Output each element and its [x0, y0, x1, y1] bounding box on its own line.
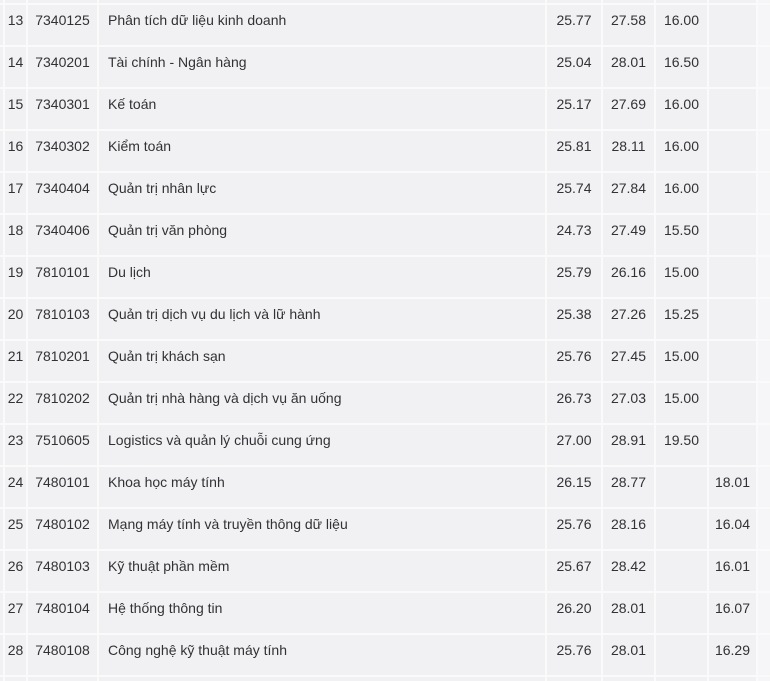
score-col2-cell: 28.42 — [603, 551, 654, 591]
clipped-left-cell — [0, 677, 3, 681]
row-number-cell: 17 — [5, 173, 26, 213]
table-row — [0, 47, 770, 87]
clipped-left-cell — [0, 173, 3, 213]
score-col1-cell: 25.76 — [547, 341, 601, 381]
major-code-cell: 7340406 — [28, 215, 97, 255]
major-name-cell — [99, 677, 545, 681]
table-row — [0, 383, 770, 423]
score-col1-cell: 26.15 — [547, 467, 601, 507]
score-col1-cell: 26.73 — [547, 383, 601, 423]
major-name-cell — [99, 0, 545, 3]
score-col2-cell — [603, 0, 654, 3]
score-col3-cell: 15.50 — [656, 215, 707, 255]
score-col2-cell: 27.26 — [603, 299, 654, 339]
major-name-cell: Hệ thống thông tin — [99, 593, 545, 633]
clipped-left-cell — [0, 131, 3, 171]
clipped-right-cell — [758, 299, 770, 339]
major-name-cell: Phân tích dữ liệu kinh doanh — [99, 5, 545, 45]
major-code-cell: 7810103 — [28, 299, 97, 339]
row-number-cell — [5, 0, 26, 3]
clipped-left-cell — [0, 0, 3, 3]
major-name-cell: Quản trị văn phòng — [99, 215, 545, 255]
major-code-cell: 7810101 — [28, 257, 97, 297]
major-name-cell: Kế toán — [99, 89, 545, 129]
score-col2-cell: 27.84 — [603, 173, 654, 213]
row-number-cell: 20 — [5, 299, 26, 339]
clipped-left-cell — [0, 257, 3, 297]
table-row — [0, 635, 770, 675]
row-number-cell: 13 — [5, 5, 26, 45]
clipped-right-cell — [758, 593, 770, 633]
score-col2-cell: 28.91 — [603, 425, 654, 465]
clipped-left-cell — [0, 467, 3, 507]
clipped-right-cell — [758, 47, 770, 87]
score-col3-cell: 16.00 — [656, 5, 707, 45]
major-name-cell: Tài chính - Ngân hàng — [99, 47, 545, 87]
score-col2-cell: 27.45 — [603, 341, 654, 381]
clipped-left-cell — [0, 47, 3, 87]
score-col4-cell — [709, 383, 756, 423]
table-row — [0, 89, 770, 129]
score-col2-cell: 28.01 — [603, 635, 654, 675]
score-col4-cell — [709, 425, 756, 465]
table-row-partial-top — [0, 0, 770, 3]
major-code-cell — [28, 0, 97, 3]
score-col4-cell — [709, 341, 756, 381]
major-name-cell: Du lịch — [99, 257, 545, 297]
score-col3-cell: 19.50 — [656, 425, 707, 465]
score-col4-cell — [709, 47, 756, 87]
score-col3-cell: 15.25 — [656, 299, 707, 339]
major-name-cell: Mạng máy tính và truyền thông dữ liệu — [99, 509, 545, 549]
score-col4-cell: 18.01 — [709, 467, 756, 507]
major-code-cell: 7480102 — [28, 509, 97, 549]
major-name-cell: Quản trị nhà hàng và dịch vụ ăn uống — [99, 383, 545, 423]
clipped-left-cell — [0, 551, 3, 591]
table-row — [0, 509, 770, 549]
score-col4-cell: 16.29 — [709, 635, 756, 675]
table-row — [0, 299, 770, 339]
score-col3-cell: 16.00 — [656, 131, 707, 171]
major-name-cell: Khoa học máy tính — [99, 467, 545, 507]
score-col4-cell — [709, 131, 756, 171]
row-number-cell: 28 — [5, 635, 26, 675]
clipped-right-cell — [758, 215, 770, 255]
score-col1-cell: 25.79 — [547, 257, 601, 297]
row-number-cell: 24 — [5, 467, 26, 507]
major-name-cell: Quản trị nhân lực — [99, 173, 545, 213]
score-col4-cell: 16.04 — [709, 509, 756, 549]
clipped-left-cell — [0, 299, 3, 339]
major-code-cell: 7340302 — [28, 131, 97, 171]
major-name-cell: Quản trị khách sạn — [99, 341, 545, 381]
score-col1-cell: 25.81 — [547, 131, 601, 171]
table-row — [0, 467, 770, 507]
table-row — [0, 5, 770, 45]
table-row-partial-bottom — [0, 677, 770, 681]
major-code-cell: 7340201 — [28, 47, 97, 87]
major-name-cell: Quản trị dịch vụ du lịch và lữ hành — [99, 299, 545, 339]
major-code-cell: 7340301 — [28, 89, 97, 129]
score-col4-cell — [709, 257, 756, 297]
major-code-cell: 7340404 — [28, 173, 97, 213]
clipped-left-cell — [0, 5, 3, 45]
score-col4-cell — [709, 5, 756, 45]
score-col4-cell — [709, 215, 756, 255]
major-name-cell: Logistics và quản lý chuỗi cung ứng — [99, 425, 545, 465]
table-row — [0, 257, 770, 297]
major-name-cell: Công nghệ kỹ thuật máy tính — [99, 635, 545, 675]
score-col2-cell: 26.16 — [603, 257, 654, 297]
score-col4-cell: 16.01 — [709, 551, 756, 591]
score-col3-cell — [656, 635, 707, 675]
score-col4-cell — [709, 0, 756, 3]
row-number-cell: 18 — [5, 215, 26, 255]
score-col2-cell: 27.58 — [603, 5, 654, 45]
score-col3-cell: 15.00 — [656, 257, 707, 297]
score-col1-cell: 25.67 — [547, 551, 601, 591]
score-col1-cell — [547, 677, 601, 681]
table-row — [0, 173, 770, 213]
score-col3-cell — [656, 0, 707, 3]
clipped-right-cell — [758, 173, 770, 213]
clipped-right-cell — [758, 5, 770, 45]
row-number-cell: 16 — [5, 131, 26, 171]
major-code-cell: 7340125 — [28, 5, 97, 45]
clipped-left-cell — [0, 593, 3, 633]
major-code-cell: 7810201 — [28, 341, 97, 381]
row-number-cell: 15 — [5, 89, 26, 129]
score-col3-cell — [656, 551, 707, 591]
score-col2-cell: 27.49 — [603, 215, 654, 255]
score-col3-cell — [656, 677, 707, 681]
table-row — [0, 131, 770, 171]
table-row — [0, 341, 770, 381]
major-code-cell: 7510605 — [28, 425, 97, 465]
score-col1-cell: 24.73 — [547, 215, 601, 255]
table-row — [0, 593, 770, 633]
clipped-left-cell — [0, 341, 3, 381]
score-col3-cell — [656, 509, 707, 549]
major-code-cell: 7480101 — [28, 467, 97, 507]
row-number-cell: 27 — [5, 593, 26, 633]
score-col1-cell — [547, 0, 601, 3]
row-number-cell: 22 — [5, 383, 26, 423]
clipped-left-cell — [0, 425, 3, 465]
row-number-cell: 21 — [5, 341, 26, 381]
clipped-right-cell — [758, 257, 770, 297]
clipped-right-cell — [758, 467, 770, 507]
row-number-cell: 19 — [5, 257, 26, 297]
clipped-right-cell — [758, 635, 770, 675]
score-col1-cell: 25.76 — [547, 635, 601, 675]
major-name-cell: Kiểm toán — [99, 131, 545, 171]
clipped-left-cell — [0, 215, 3, 255]
clipped-right-cell — [758, 0, 770, 3]
clipped-right-cell — [758, 383, 770, 423]
major-code-cell: 7480108 — [28, 635, 97, 675]
clipped-right-cell — [758, 131, 770, 171]
score-col3-cell: 16.00 — [656, 89, 707, 129]
score-col3-cell: 15.00 — [656, 383, 707, 423]
score-col4-cell — [709, 677, 756, 681]
score-col4-cell — [709, 89, 756, 129]
clipped-left-cell — [0, 635, 3, 675]
row-number-cell: 26 — [5, 551, 26, 591]
major-code-cell: 7810202 — [28, 383, 97, 423]
table-row — [0, 425, 770, 465]
score-col2-cell: 28.01 — [603, 593, 654, 633]
major-code-cell — [28, 677, 97, 681]
score-col3-cell: 16.50 — [656, 47, 707, 87]
score-col1-cell: 26.20 — [547, 593, 601, 633]
score-col3-cell: 15.00 — [656, 341, 707, 381]
clipped-right-cell — [758, 89, 770, 129]
score-col2-cell: 27.69 — [603, 89, 654, 129]
major-code-cell: 7480103 — [28, 551, 97, 591]
score-col2-cell: 28.77 — [603, 467, 654, 507]
score-col2-cell: 28.01 — [603, 47, 654, 87]
score-col1-cell: 25.77 — [547, 5, 601, 45]
score-col3-cell — [656, 593, 707, 633]
row-number-cell: 23 — [5, 425, 26, 465]
clipped-left-cell — [0, 89, 3, 129]
clipped-left-cell — [0, 509, 3, 549]
row-number-cell — [5, 677, 26, 681]
score-col2-cell: 28.11 — [603, 131, 654, 171]
score-col2-cell — [603, 677, 654, 681]
score-col1-cell: 25.38 — [547, 299, 601, 339]
clipped-right-cell — [758, 425, 770, 465]
score-col1-cell: 25.76 — [547, 509, 601, 549]
score-col2-cell: 27.03 — [603, 383, 654, 423]
table-row — [0, 215, 770, 255]
row-number-cell: 14 — [5, 47, 26, 87]
clipped-right-cell — [758, 341, 770, 381]
score-col1-cell: 25.17 — [547, 89, 601, 129]
clipped-right-cell — [758, 551, 770, 591]
score-col3-cell — [656, 467, 707, 507]
major-name-cell: Kỹ thuật phần mềm — [99, 551, 545, 591]
table-row — [0, 551, 770, 591]
score-col4-cell: 16.07 — [709, 593, 756, 633]
score-col1-cell: 25.04 — [547, 47, 601, 87]
score-col1-cell: 25.74 — [547, 173, 601, 213]
clipped-left-cell — [0, 383, 3, 423]
score-col4-cell — [709, 299, 756, 339]
clipped-right-cell — [758, 509, 770, 549]
clipped-right-cell — [758, 677, 770, 681]
score-col3-cell: 16.00 — [656, 173, 707, 213]
row-number-cell: 25 — [5, 509, 26, 549]
score-col1-cell: 27.00 — [547, 425, 601, 465]
score-col2-cell: 28.16 — [603, 509, 654, 549]
score-col4-cell — [709, 173, 756, 213]
major-code-cell: 7480104 — [28, 593, 97, 633]
